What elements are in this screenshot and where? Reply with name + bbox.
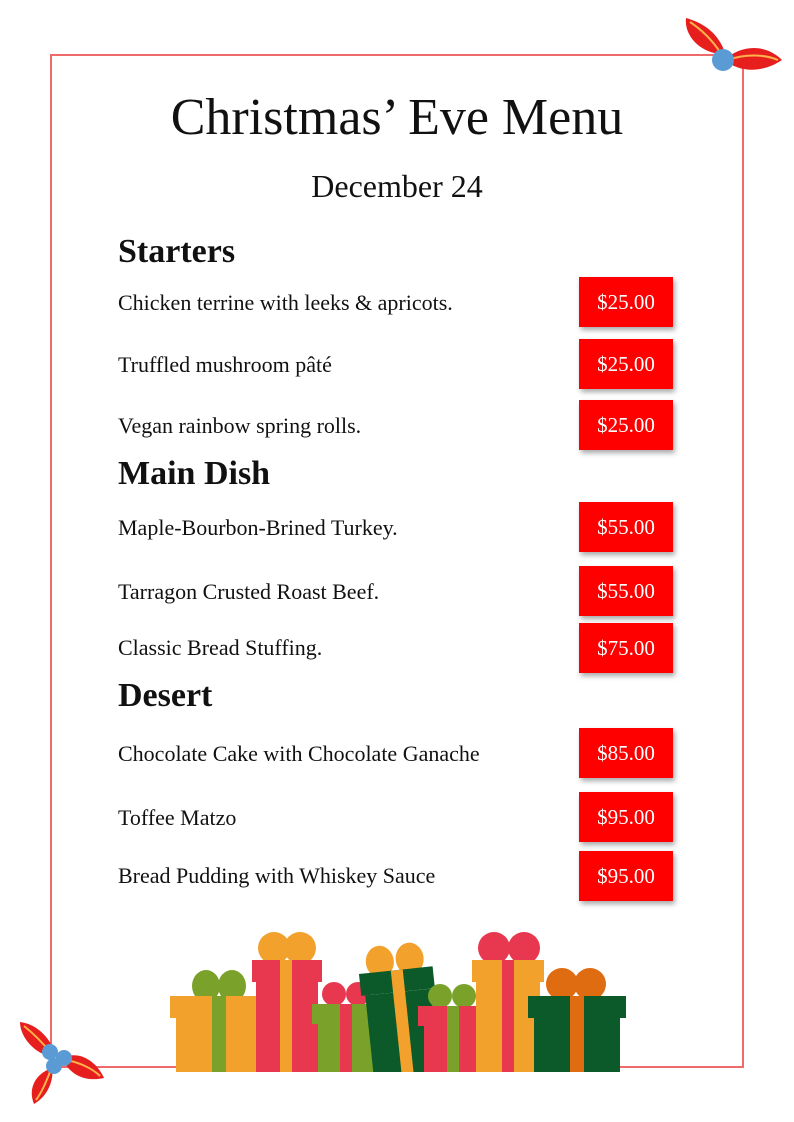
menu-item-name: Toffee Matzo [118,805,237,830]
price-tag: $25.00 [579,277,673,327]
price-tag: $85.00 [579,728,673,778]
menu-date: December 24 [311,168,483,204]
menu-item-name: Chocolate Cake with Chocolate Ganache [118,741,480,766]
price-tag: $25.00 [579,400,673,450]
price-tag: $75.00 [579,623,673,673]
holly-icon [680,14,786,84]
price-tag: $95.00 [579,792,673,842]
menu-item-name: Classic Bread Stuffing. [118,635,323,660]
menu-item-name: Chicken terrine with leeks & apricots. [118,290,453,315]
menu-item-name: Bread Pudding with Whiskey Sauce [118,863,436,888]
price-tag: $95.00 [579,851,673,901]
price-tag: $55.00 [579,502,673,552]
section-heading-desert: Desert [118,677,213,714]
menu-item-name: Tarragon Crusted Roast Beef. [118,579,380,604]
holly-icon [14,1018,106,1106]
menu-item-name: Maple-Bourbon-Brined Turkey. [118,515,398,540]
gift-boxes-icon [168,930,628,1072]
menu-item-name: Vegan rainbow spring rolls. [118,413,362,438]
price-tag: $55.00 [579,566,673,616]
menu-item-name: Truffled mushroom pâté [118,352,332,377]
price-tag: $25.00 [579,339,673,389]
menu-title: Christmas’ Eve Menu [170,89,624,146]
section-heading-main-dish: Main Dish [118,455,271,492]
section-heading-starters: Starters [118,233,236,270]
menu-border [50,54,744,1068]
